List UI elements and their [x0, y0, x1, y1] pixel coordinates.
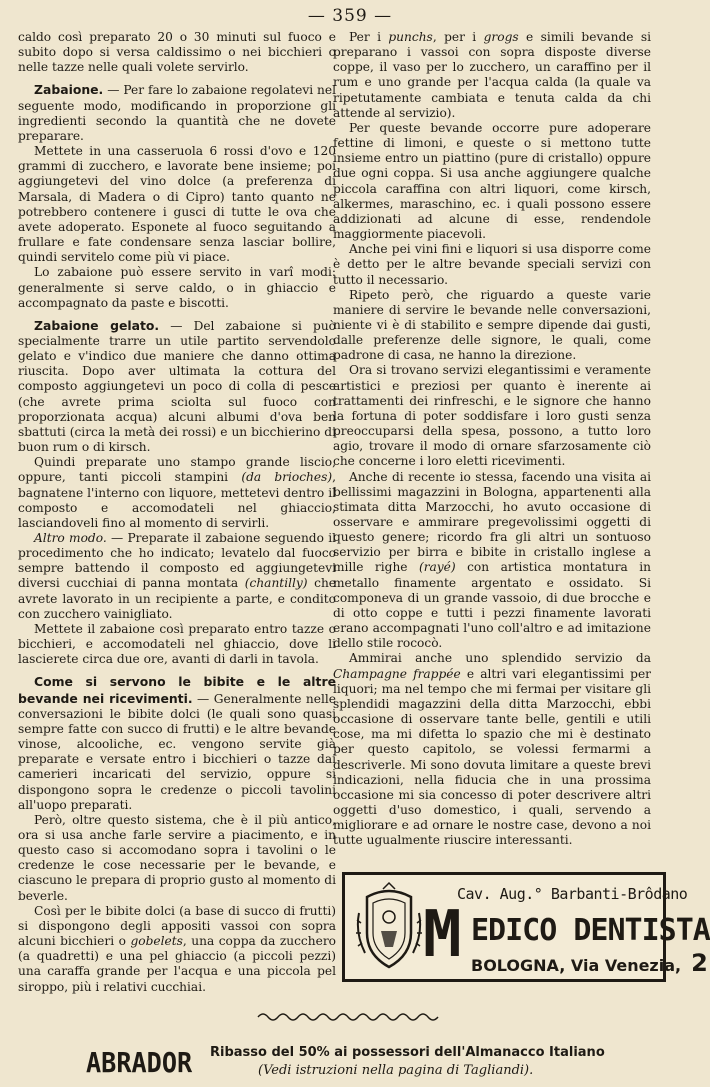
- paragraph: Lo zabaione può essere servito in varî modi: generalmente si serve caldo, o in ghiaccio e accompagnato da paste e biscotti.: [18, 265, 336, 310]
- paragraph: Anche di recente io stessa, facendo una visita ai bellissimi magazzini in Bologna, appartenenti alla stimata ditta Marzocchi, ho avuto occasione di osservare e ammirare pregevolissimi oggetti di questo genere; ricordo fra gli altri un sontuoso servizio per birra e bibite in cristallo inglese a mille righe (rayé) con artistica montatura in metallo finamente argentato e ossidato. Si componeva di un grande vassoio, di due brocche e di otto coppe e tutti i pezzi finamente lavorati erano accompagnati l'uno coll'altro e ad imitazione dello stile rococò.: [333, 469, 651, 651]
- wavy-divider: [258, 1012, 440, 1022]
- section-title-zabaione-gelato: Zabaione gelato.: [34, 317, 160, 333]
- paragraph: Però, oltre questo sistema, che è il più antico, ora si usa anche farle servire a piacimento, e in questo caso si accomodano sopra i tavolini o le credenze le cose necessarie per le bevande, e ciascuno le prepara di proprio gusto al momento di beverle.: [18, 812, 336, 903]
- paragraph: Mettete il zabaione così preparato entro tazze o bicchieri, e accomodateli nel ghiaccio, dove li lascierete circa due ore, avanti di darli in tavola.: [18, 621, 336, 667]
- section-title-bibite: Come si servono le bibite e le altre bevande nei ricevimenti.: [18, 674, 336, 706]
- abrador-logo: ABRADOR: [86, 1046, 193, 1079]
- discount-text: Ribasso del 50% ai possessori dell'Almanacco Italiano: [210, 1045, 605, 1060]
- page-number: — 359 —: [307, 6, 393, 26]
- right-column: [333, 30, 651, 848]
- paragraph: Quindi preparate uno stampo grande liscio, oppure, tanti piccoli stampini (da brioches), bagnatene l'interno con liquore, mettetevi dentro il composto e accomodateli nel ghiaccio, lasciandoveli fino al momento di servirli.: [18, 455, 336, 530]
- coat-of-arms-icon: [353, 883, 425, 973]
- ad-address: BOLOGNA, Via Venezia, 2: [471, 949, 708, 977]
- section-zabaione-intro: Zabaione. — Per fare lo zabaione regolatevi nel seguente modo, modificando in proporzione gli ingredienti secondo la quantità che ne dovete preparare.: [18, 82, 336, 143]
- section-bibite-intro: Come si servono le bibite e le altre bevande nei ricevimenti. — Generalmente nelle conversazioni le bibite dolci (le quali sono quasi sempre fatte con succo di frutti) e le altre bevande vinose, alcooliche, ec. vengono servite già preparate e versate entro i bicchieri o tazze dai camerieri incaricati del servizio, oppure si dispongono sopra le credenze o piccoli tavolini all'uopo preparati.: [18, 674, 336, 812]
- dentist-advertisement: [342, 872, 710, 982]
- paragraph: Così per le bibite dolci (a base di succo di frutti) si dispongono degli appositi vassoi con sopra alcuni bicchieri o gobelets, una coppa da zucchero (a quadretti) e una pel ghiaccio (a piccoli pezzi) una caraffa grande per l'acqua e una piccola pel siroppo, più i relativi cucchiai.: [18, 903, 336, 994]
- section-zabaione-gelato-intro: Zabaione gelato. — Del zabaione si può specialmente trarre un utile partito servendolo gelato e v'indico due maniere che danno ottima riuscita. Dopo aver ultimata la cottura del composto aggiungetevi un poco di colla di pesce (che avrete prima sciolta sul fuoco con proporzionata acqua) alcuni albumi d'ova ben sbattuti (circa la metà dei rossi) e un bicchierino di buon rum o di kirsch.: [18, 317, 336, 455]
- paragraph: Ripeto però, che riguardo a queste varie maniere di servire le bevande nelle conversazioni, niente vi è di stabilito e sempre dipende dai gusti, dalle preferenze delle signore, le quali, come padrone di casa, ne hanno la direzione.: [333, 287, 651, 363]
- paragraph: caldo così preparato 20 o 30 minuti sul fuoco e subito dopo si versa caldissimo o nei bicchieri o nelle tazze nelle quali volete servirlo.: [18, 30, 336, 75]
- instructions-text: (Vedi istruzioni nella pagina di Tagliandi).: [258, 1063, 534, 1078]
- paragraph: Ora si trovano servizi elegantissimi e veramente artistici e preziosi per quanto è inerente ai trattamenti dei rinfreschi, e le signore che hanno la fortuna di poter soddisfare i loro gusti senza preoccuparsi della spesa, possono, a tutto loro agio, trovare il modo di ornare sfarzosamente ciò che concerne i loro eletti ricevimenti.: [333, 363, 651, 469]
- paragraph: Mettete in una casseruola 6 rossi d'ovo e 120 grammi di zucchero, e lavorate bene insieme; poi aggiungetevi del vino dolce (a preferenza di Marsala, di Madera o di Cipro) tanto quanto ne potrebbero contenere i gusci di tutte le ova che avete adoperato. Esponete al fuoco seguitando a frullare e fate condensare senza lasciar bollire, quindi servitelo come più vi piace.: [18, 144, 336, 265]
- section-title-zabaione: Zabaione.: [34, 82, 104, 98]
- paragraph: Per i punchs, per i grogs e simili bevande si preparano i vassoi con sopra disposte diverse coppe, il vaso per lo zucchero, un caraffino per il rum e uno grande per l'acqua calda (la quale va ripetutamente cambiata e tenuta calda da chi attende al servizio).: [333, 30, 652, 120]
- ad-profession: EDICO DENTISTA: [471, 913, 710, 948]
- ad-name: Cav. Aug.° Barbanti-Brôdano: [457, 885, 688, 903]
- left-column: [18, 30, 336, 995]
- abrador-advertisement: [86, 1042, 646, 1082]
- ad-initial: M: [423, 898, 462, 972]
- paragraph: Anche pei vini fini e liquori si usa disporre come è detto per le altre bevande speciali servizi con tutto il necessario.: [333, 242, 651, 287]
- paragraph: Ammirai anche uno splendido servizio da Champagne frappée e altri vari elegantissimi per liquori; ma nel tempo che mi fermai per visitare gli splendidi magazzini della ditta Marzocchi, ebbi occasione di osservare tante belle, gentili e utili cose, ma mi difetta lo spazio che mi è destinato per questo capitolo, se volessi fermarmi a descriverle. Mi sono dovuta limitare a queste brevi indicazioni, nella fiducia che in una prossima occasione mi sia concesso di poter descrivere altri oggetti d'uso domestico, i quali, servendo a migliorare e ad ornare le nostre case, devono a noi tutte ugualmente riuscire interessanti.: [333, 651, 651, 848]
- paragraph: Per queste bevande occorre pure adoperare fettine di limoni, e queste o si mettono tutte insieme entro un piattino (pure di cristallo) oppure due ogni coppa. Si usa anche aggiungere qualche piccola caraffina con altri liquori, come kirsch, alkermes, maraschino, ec. i quali possono essere addizionati ad alcune di esse, rendendole maggiormente piacevoli.: [333, 120, 651, 242]
- paragraph: Altro modo. — Preparate il zabaione seguendo il procedimento che ho indicato; levatelo dal fuoco sempre battendo il composto ed aggiungetevi diversi cucchiai di panna montata (chantilly) che avrete lavorato in un recipiente a parte, e condito con zucchero vainigliato.: [18, 531, 337, 621]
